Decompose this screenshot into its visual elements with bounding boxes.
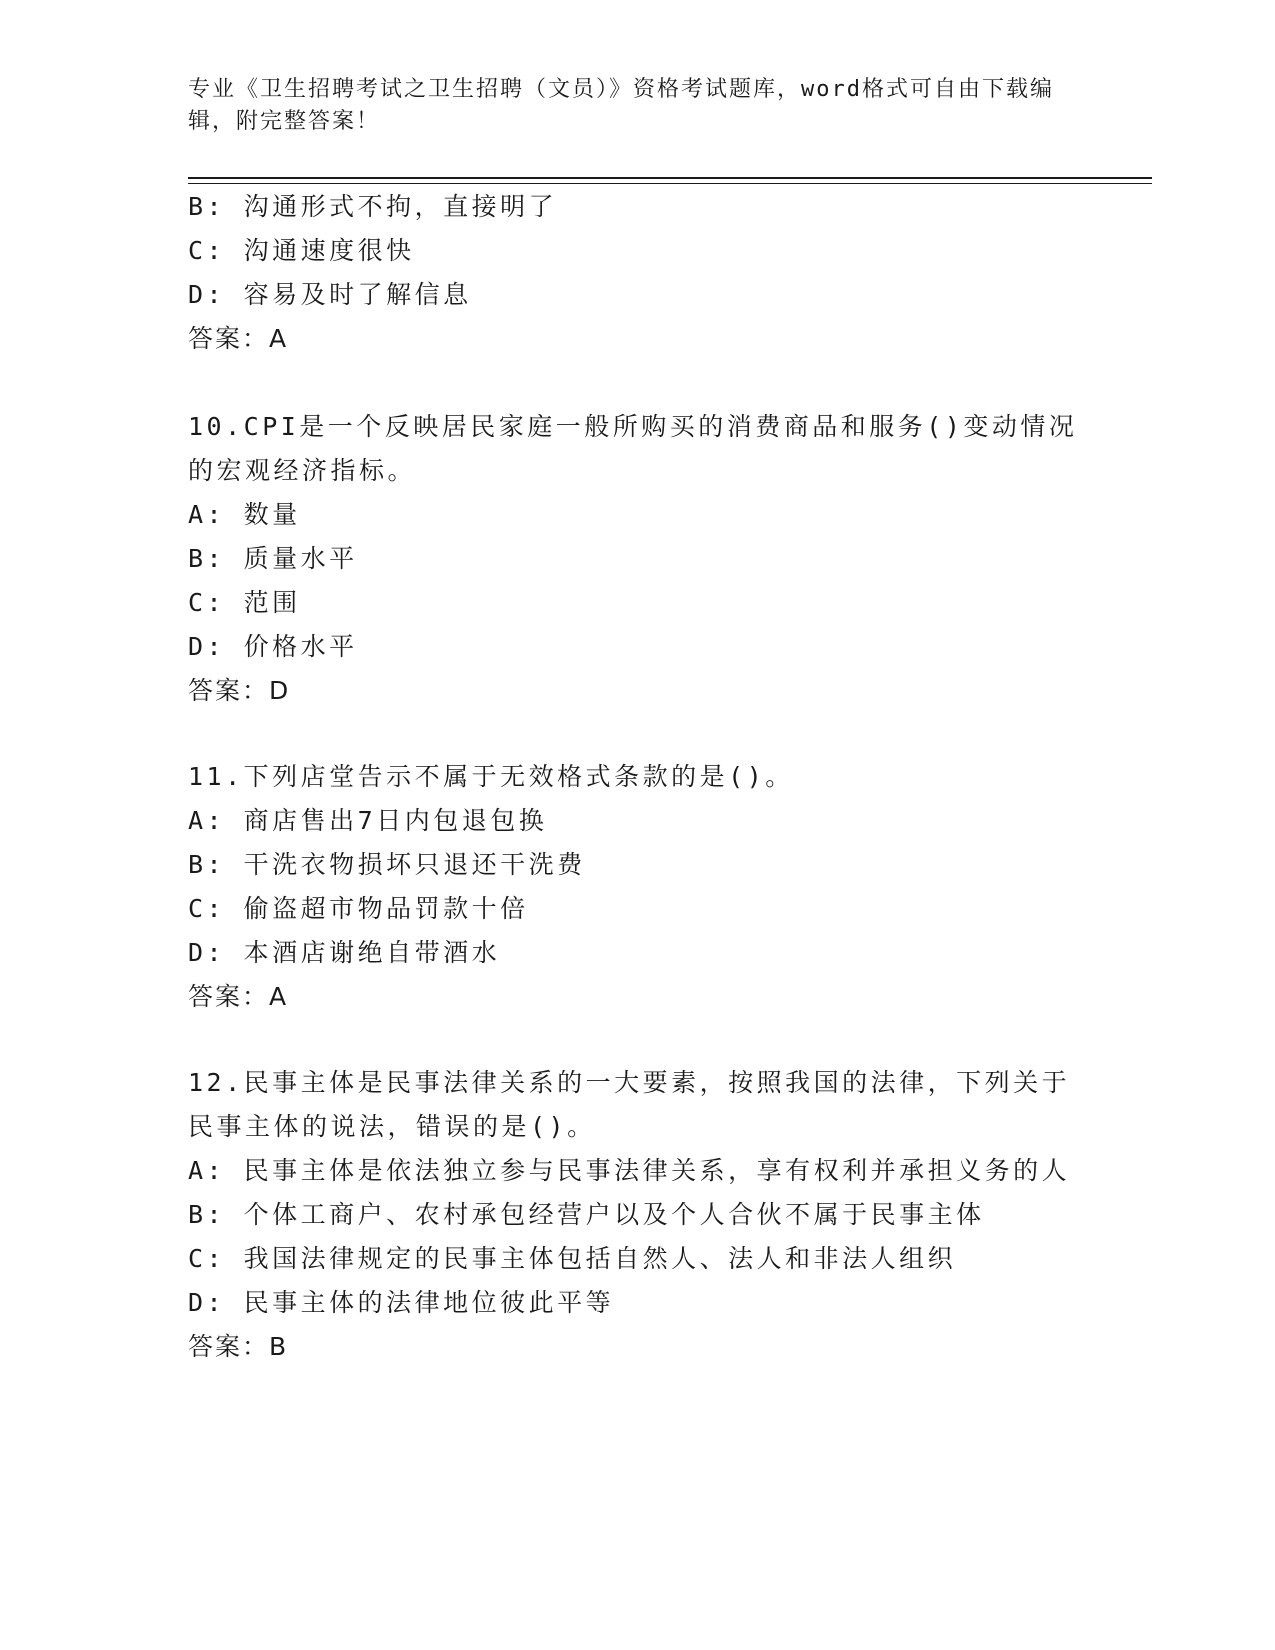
prev-question-option-b: B: 沟通形式不拘，直接明了 (188, 192, 558, 221)
q12-option-c: C: 我国法律规定的民事主体包括自然人、法人和非法人组织 (188, 1244, 957, 1273)
header-divider-thin (188, 183, 1152, 184)
prev-question-option-c: C: 沟通速度很快 (188, 236, 415, 265)
q10-option-a: A: 数量 (188, 500, 301, 529)
q10-option-c: C: 范围 (188, 588, 301, 617)
document-header: 专业《卫生招聘考试之卫生招聘（文员）》资格考试题库，word格式可自由下载编辑，附完整答案！ (188, 77, 1054, 134)
q11-answer: 答案：A (188, 982, 289, 1011)
prev-question-option-d: D: 容易及时了解信息 (188, 280, 472, 309)
q12-option-d: D: 民事主体的法律地位彼此平等 (188, 1288, 615, 1317)
q10-stem-line-1: 10.CPI是一个反映居民家庭一般所购买的消费商品和服务()变动情况 (188, 412, 1078, 441)
q10-option-b: B: 质量水平 (188, 544, 358, 573)
q11-option-b: B: 干洗衣物损坏只退还干洗费 (188, 850, 586, 879)
q10-option-d: D: 价格水平 (188, 632, 358, 661)
q10-answer: 答案：D (188, 676, 291, 705)
q11-option-a: A: 商店售出7日内包退包换 (188, 806, 548, 835)
q12-stem-line-1: 12.民事主体是民事法律关系的一大要素，按照我国的法律，下列关于 (188, 1068, 1071, 1097)
q12-stem-line-2: 民事主体的说法，错误的是()。 (188, 1112, 596, 1141)
q10-stem-line-2: 的宏观经济指标。 (188, 456, 417, 485)
q12-option-b: B: 个体工商户、农村承包经营户以及个人合伙不属于民事主体 (188, 1200, 985, 1229)
q12-option-a: A: 民事主体是依法独立参与民事法律关系，享有权利并承担义务的人 (188, 1156, 1071, 1185)
q12-answer: 答案：B (188, 1332, 289, 1361)
prev-question-answer: 答案：A (188, 324, 289, 353)
header-divider-thick (188, 177, 1152, 179)
q11-option-c: C: 偷盗超市物品罚款十倍 (188, 894, 529, 923)
q11-option-d: D: 本酒店谢绝自带酒水 (188, 938, 501, 967)
q11-stem-line-1: 11.下列店堂告示不属于无效格式条款的是()。 (188, 762, 794, 791)
